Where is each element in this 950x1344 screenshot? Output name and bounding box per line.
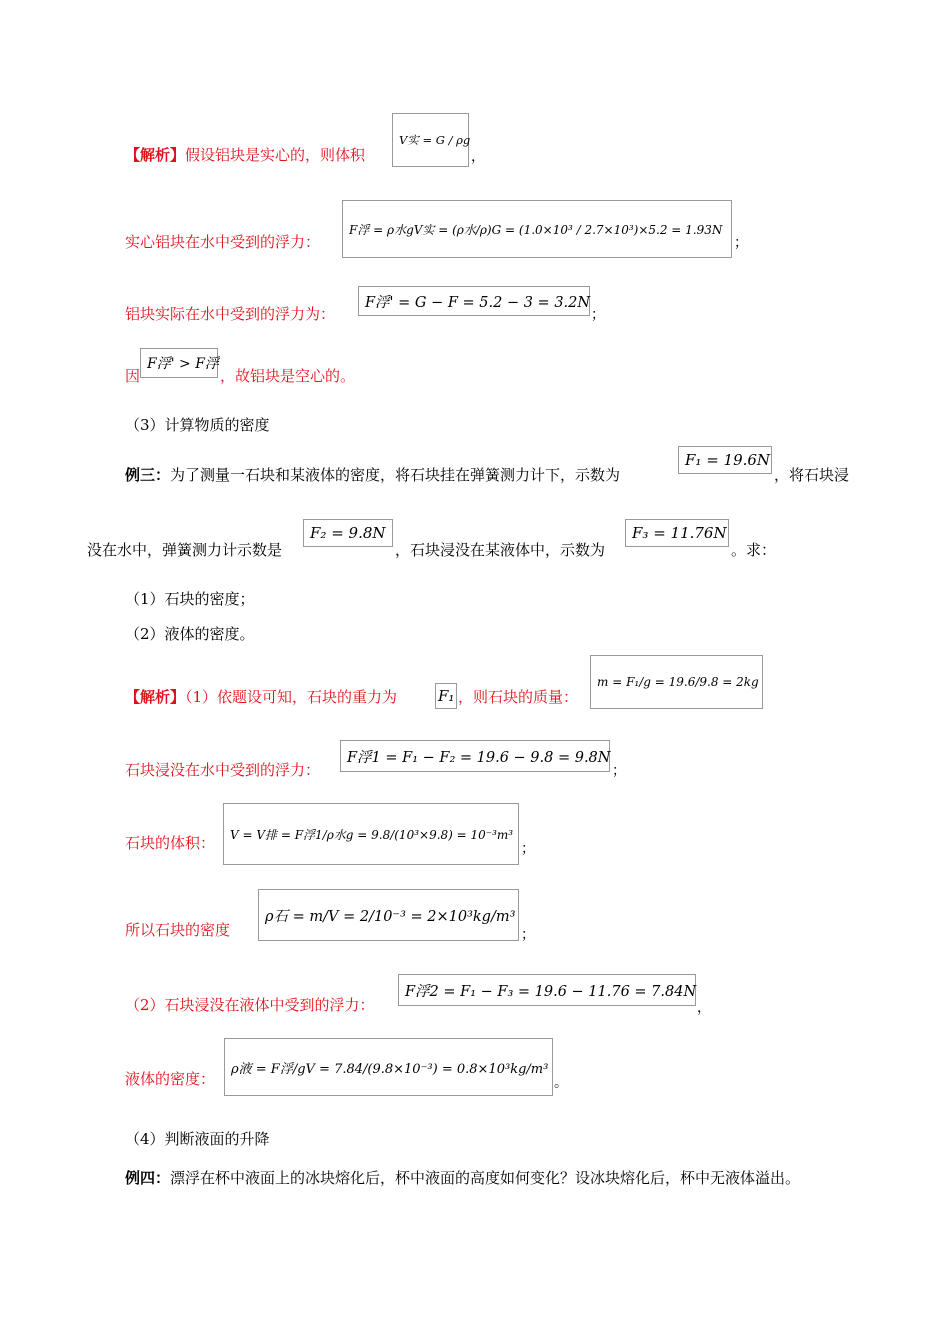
formula-text: F₃ = 11.76N <box>632 524 727 542</box>
formula-liquid-density <box>224 1038 553 1096</box>
formula-text: F₁ <box>438 687 455 705</box>
formula-buoyancy-actual <box>358 286 590 316</box>
formula-text: V = V排 = F浮1/ρ水g = 9.8/(10³×9.8) = 10⁻³m³ <box>230 827 514 842</box>
example-label: 例四： <box>125 1169 171 1187</box>
text: 。求： <box>731 541 777 559</box>
text: （1）依题设可知，石块的重力为 <box>185 688 398 706</box>
formula-mass <box>590 655 763 709</box>
punct: ； <box>521 927 535 943</box>
formula-f2 <box>303 519 393 547</box>
formula-buoyancy-water <box>340 740 610 772</box>
analysis-line-volume: 石块的体积： <box>125 834 216 852</box>
analysis-tag: 【解析】 <box>125 146 186 164</box>
analysis-line-mass <box>125 687 397 707</box>
formula-buoyancy-solid <box>342 200 732 258</box>
example-label: 例三： <box>125 466 171 484</box>
formula-f1 <box>678 446 772 474</box>
analysis-line-conclusion <box>125 366 140 386</box>
text: 为了测量一石块和某液体的密度，将石块挂在弹簧测力计下，示数为 <box>170 466 621 484</box>
section-title: （3）计算物质的密度 <box>125 416 270 434</box>
text: ，石块浸没在某液体中，示数为 <box>395 541 606 559</box>
text: 漂浮在杯中液面上的冰块熔化后，杯中液面的高度如何变化？设冰块熔化后，杯中无液体溢出。 <box>170 1169 801 1187</box>
punct: ； <box>591 307 605 323</box>
formula-text: F浮1 = F₁ − F₂ = 19.6 − 9.8 = 9.8N <box>347 749 611 766</box>
question-2: （2）液体的密度。 <box>125 625 255 643</box>
formula-f3 <box>625 519 729 547</box>
text: ，将石块浸 <box>774 466 850 484</box>
section-title: （4）判断液面的升降 <box>125 1130 270 1148</box>
formula-text: V实 = G / ρg <box>399 133 471 147</box>
analysis-text: 假设铝块是实心的，则体积 <box>185 146 366 164</box>
formula-f1-inline <box>435 683 457 709</box>
formula-text: F₂ = 9.8N <box>310 524 386 542</box>
formula-text: F浮2 = F₁ − F₃ = 19.6 − 11.76 = 7.84N <box>405 983 697 1000</box>
punct: ； <box>612 763 626 779</box>
punct: ； <box>521 841 535 857</box>
formula-text: ρ石 = m/V = 2/10⁻³ = 2×10³kg/m³ <box>265 908 516 925</box>
question-1: （1）石块的密度； <box>125 590 255 608</box>
formula-compare <box>140 348 218 378</box>
formula-text: F浮 = ρ水gV实 = (ρ水/ρ)G = (1.0×10³ / 2.7×10³)×5.2 = 1.93N <box>349 222 723 237</box>
formula-buoyancy-liquid <box>398 974 696 1006</box>
punct: 。 <box>554 1075 568 1091</box>
example-four <box>125 1168 800 1188</box>
formula-text: F浮' > F浮 <box>147 356 219 372</box>
analysis-line-volume <box>125 145 365 165</box>
text: ，则石块的质量： <box>458 688 579 706</box>
punct: ； <box>734 235 748 251</box>
example-three-line1 <box>125 465 620 485</box>
analysis-line-buoyancy-water: 石块浸没在水中受到的浮力： <box>125 761 321 779</box>
formula-volume <box>223 803 519 865</box>
analysis-line-buoyancy-solid: 实心铝块在水中受到的浮力： <box>125 233 321 251</box>
analysis-line-liquid-density: 液体的密度： <box>125 1070 216 1088</box>
formula-text: ρ液 = F浮/gV = 7.84/(9.8×10⁻³) = 0.8×10³kg/m³ <box>231 1061 549 1077</box>
punct: ， <box>471 149 485 165</box>
formula-text: F₁ = 19.6N <box>685 451 771 469</box>
formula-text: m = F₁/g = 19.6/9.8 = 2kg <box>597 675 759 689</box>
formula-stone-density <box>258 889 519 941</box>
analysis-line-stone-density: 所以石块的密度 <box>125 921 231 939</box>
conclusion-text: ，故铝块是空心的。 <box>220 367 356 385</box>
example-three-line2: 没在水中，弹簧测力计示数是 <box>87 541 283 559</box>
formula-solid-volume <box>392 113 469 167</box>
punct: ， <box>697 1000 711 1016</box>
analysis-line-buoyancy-liquid: （2）石块浸没在液体中受到的浮力： <box>125 996 375 1014</box>
analysis-tag: 【解析】 <box>125 688 186 706</box>
analysis-line-buoyancy-actual: 铝块实际在水中受到的浮力为： <box>125 305 336 323</box>
text: 因 <box>125 367 141 385</box>
formula-text: F浮' = G − F = 5.2 − 3 = 3.2N <box>365 294 591 311</box>
